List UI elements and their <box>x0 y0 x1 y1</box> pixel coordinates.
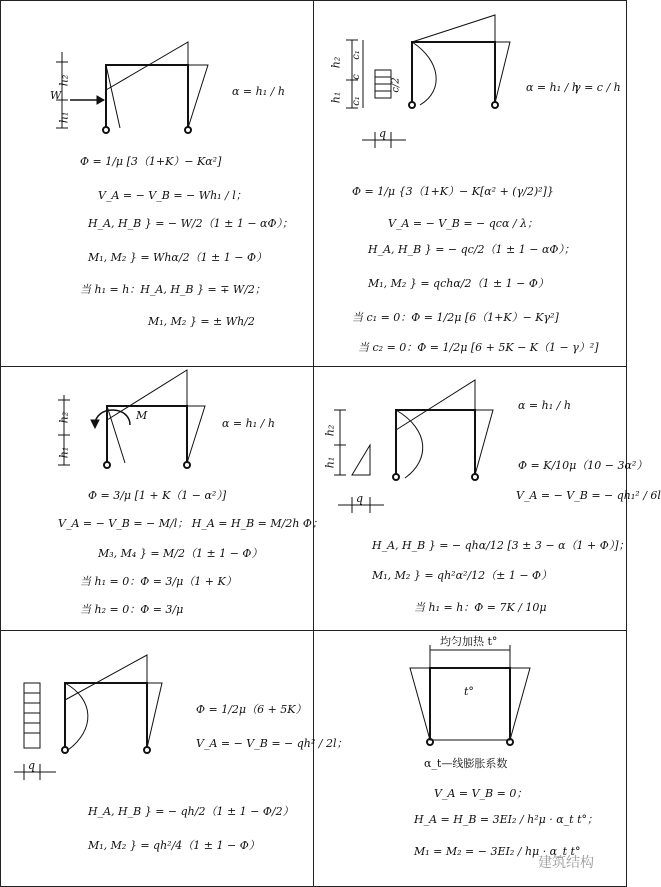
p2-case1: 当 c₁ = 0：Φ = 1/2μ [6（1+K）− Kγ²] <box>352 311 559 324</box>
p2-case2: 当 c₂ = 0：Φ = 1/2μ [6 + 5K − K（1 − γ）²] <box>358 341 599 354</box>
p3-case2: 当 h₂ = 0：Φ = 3/μ <box>80 603 184 616</box>
p6-m: M₁ = M₂ = − 3EI₂ / hμ · α_t t° <box>414 845 581 858</box>
p4-m12: M₁, M₂ } = qh²α²/12（± 1 − Φ） <box>372 569 553 582</box>
p2-hab: H_A, H_B } = − qc/2（1 ± 1 − αΦ）； <box>368 243 575 256</box>
p1-phi: Φ = 1/μ [3（1+K）− Kα²] <box>80 155 222 168</box>
p3-m34: M₃, M₄ } = M/2（1 ± 1 − Φ） <box>98 547 263 560</box>
p2-va: V_A = − V_B = − qcα / λ； <box>388 217 539 230</box>
p3-phi: Φ = 3/μ [1 + K（1 − α²）] <box>88 489 227 502</box>
p4-va: V_A = − V_B = − qh₁² / 6l <box>516 489 661 502</box>
p4-case: 当 h₁ = h：Φ = 7K / 10μ <box>414 601 547 614</box>
p5-q-label: q <box>28 759 36 772</box>
p3-m-label: M <box>136 409 148 422</box>
p4-h1-label: h₁ <box>323 456 337 469</box>
p2-q-label: q <box>379 127 387 140</box>
p2-frame <box>412 42 495 103</box>
p6-heat-label: 均匀加热 t° <box>440 635 498 648</box>
p2-h1-label: h₁ <box>329 91 343 104</box>
p2-gamma: γ = c / h <box>574 81 621 94</box>
p2-c1a-label: c₁ <box>350 50 362 60</box>
p6-t-label: t° <box>464 685 474 698</box>
p3-va: V_A = − V_B = − M/l； H_A = H_B = M/2h Φ； <box>58 517 323 530</box>
p1-h1-label: h₁ <box>57 111 71 124</box>
p1-alpha: α = h₁ / h <box>232 85 285 98</box>
p6-h: H_A = H_B = 3EI₂ / h²μ · α_t t°； <box>414 813 599 826</box>
p3-h1-label: h₁ <box>57 446 71 459</box>
p1-hab: H_A, H_B } = − W/2（1 ± 1 − αΦ）； <box>88 217 293 230</box>
p2-c2-label: c/2 <box>390 77 402 93</box>
p4-frame <box>396 410 475 475</box>
p1-case-m: M₁, M₂ } = ± Wh/2 <box>148 315 255 328</box>
watermark: 建筑结构 <box>538 855 594 871</box>
p1-m12: M₁, M₂ } = Whα/2（1 ± 1 − Φ） <box>88 251 268 264</box>
p3-alpha: α = h₁ / h <box>222 417 275 430</box>
p1-moment <box>106 42 208 128</box>
p5-hab: H_A, H_B } = − qh/2（1 ± 1 − Φ/2） <box>88 805 294 818</box>
p4-q-label: q <box>356 492 364 505</box>
p1-case-h: 当 h₁ = h：H_A, H_B } = ∓ W/2； <box>80 283 266 296</box>
p5-m12: M₁, M₂ } = qh²/4（1 ± 1 − Φ） <box>88 839 260 852</box>
p4-hab: H_A, H_B } = − qhα/12 [3 ± 3 − α（1 + Φ）]； <box>372 539 630 552</box>
p2-c-label: c <box>350 74 362 80</box>
p1-va: V_A = − V_B = − Wh₁ / l； <box>98 189 247 202</box>
p5-phi: Φ = 1/2μ（6 + 5K） <box>196 703 307 716</box>
p6-v: V_A = V_B = 0； <box>434 787 528 800</box>
p4-h2-label: h₂ <box>323 424 337 437</box>
p2-alpha: α = h₁ / h <box>526 81 579 94</box>
p2-c1b-label: c₁ <box>350 96 362 106</box>
p1-h2-label: h₂ <box>57 74 71 87</box>
p2-m12: M₁, M₂ } = qchα/2（1 ± 1 − Φ） <box>368 277 549 290</box>
p2-phi: Φ = 1/μ {3（1+K）− K[α² + (γ/2)²]} <box>352 185 554 198</box>
p2-h2-label: h₂ <box>329 56 343 69</box>
p5-va: V_A = − V_B = − qh² / 2l； <box>196 737 348 750</box>
p3-h2-label: h₂ <box>57 411 71 424</box>
p6-alpha-t: α_t—线膨胀系数 <box>424 757 508 770</box>
p4-alpha: α = h₁ / h <box>518 399 571 412</box>
p3-case1: 当 h₁ = 0：Φ = 3/μ（1 + K） <box>80 575 237 588</box>
p1-w-label: W <box>50 89 62 102</box>
p4-phi: Φ = K/10μ（10 − 3α²） <box>518 459 648 472</box>
p6-frame <box>430 668 510 740</box>
